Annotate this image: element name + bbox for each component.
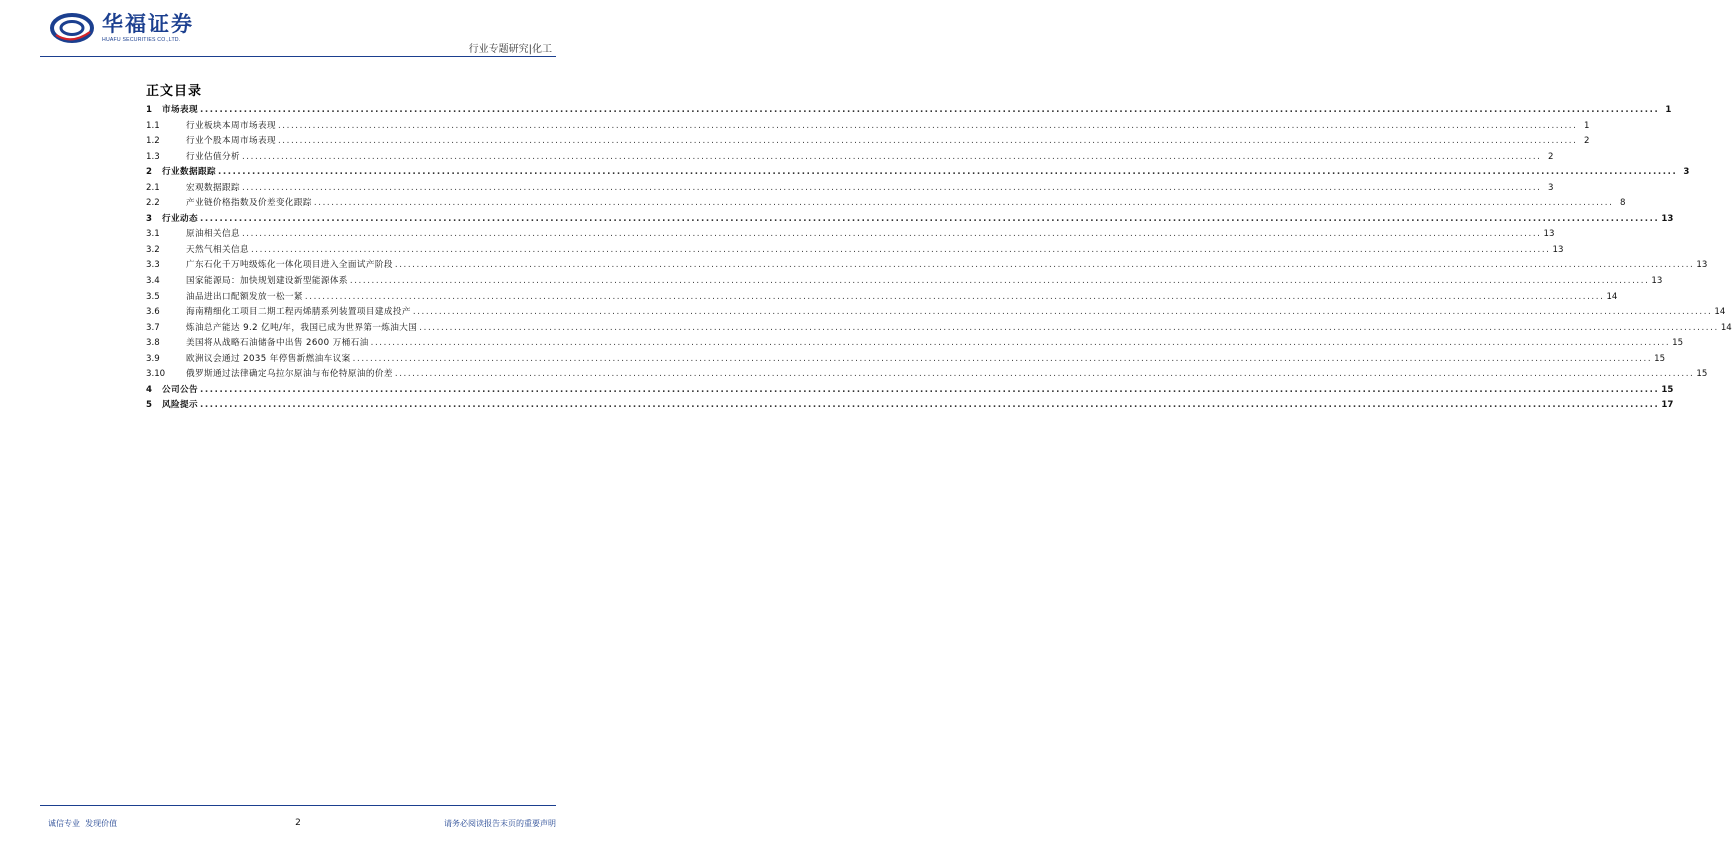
toc-entry-title: 炼油总产能达 9.2 亿吨/年，我国已成为世界第一炼油大国 xyxy=(186,322,418,333)
toc-entry[interactable] xyxy=(146,196,1626,212)
toc-entry-page: 13 xyxy=(1696,260,1708,271)
toc-entry-title: 油品进出口配额发放一松一紧 xyxy=(186,291,303,302)
toc-entry[interactable] xyxy=(146,165,1690,181)
toc-entry-page: 13 xyxy=(1552,244,1564,255)
toc-entry-page: 14 xyxy=(1714,307,1726,318)
toc-entry[interactable] xyxy=(146,274,1663,290)
toc-entry-number: 3.4 xyxy=(146,276,160,287)
toc-entry[interactable] xyxy=(146,227,1555,243)
toc-entry-number: 3.6 xyxy=(146,307,160,318)
toc-entry[interactable] xyxy=(146,398,1674,414)
toc-entry-page: 15 xyxy=(1696,369,1708,380)
toc-dot-leader: ............................................................................................................................................................................................................................................................................................................ xyxy=(313,198,1614,209)
toc-entry[interactable] xyxy=(146,336,1684,352)
toc-entry-title: 行业动态 xyxy=(162,213,198,224)
toc-entry[interactable] xyxy=(146,352,1666,368)
toc-entry-page: 1 xyxy=(1584,120,1590,131)
toc-dot-leader: ............................................................................................................................................................................................................................................................................................................ xyxy=(412,307,1713,318)
toc-entry-page: 13 xyxy=(1661,213,1674,224)
header-divider xyxy=(40,56,556,57)
toc-dot-leader: ............................................................................................................................................................................................................................................................................................................ xyxy=(349,276,1650,287)
report-type-label: 行业专题研究|化工 xyxy=(468,44,552,55)
toc-entry-title: 宏观数据跟踪 xyxy=(186,182,240,193)
toc-entry-page: 14 xyxy=(1606,291,1618,302)
toc-dot-leader: ............................................................................................................................................................................................................................................................................................................ xyxy=(199,384,1660,395)
huafu-logo-icon xyxy=(50,12,96,44)
toc-entry[interactable] xyxy=(146,134,1590,150)
toc-entry-page: 8 xyxy=(1619,198,1626,209)
toc-entry[interactable] xyxy=(146,181,1554,197)
toc-entry-page: 3 xyxy=(1683,167,1690,178)
toc-entry-number: 1.1 xyxy=(146,120,160,131)
toc-entry-page: 13 xyxy=(1543,229,1555,240)
toc-entry-number: 3.1 xyxy=(146,229,160,240)
toc-dot-leader: ............................................................................................................................................................................................................................................................................................................ xyxy=(217,167,1678,178)
toc-dot-leader: ............................................................................................................................................................................................................................................................................................................ xyxy=(199,105,1660,115)
toc-entry-title: 天然气相关信息 xyxy=(186,244,249,255)
toc-entry[interactable] xyxy=(146,212,1674,228)
toc-entry-number: 1.3 xyxy=(146,151,160,162)
logo-english-name: HUAFU SECURITIES CO.,LTD. xyxy=(102,37,181,43)
toc-entry-title: 海南精细化工项目二期工程丙烯腈系列装置项目建成投产 xyxy=(186,307,411,318)
toc-entry-page: 3 xyxy=(1548,182,1554,193)
toc-entry-title: 欧洲议会通过 2035 年停售新燃油车议案 xyxy=(186,353,351,364)
toc-dot-leader: ............................................................................................................................................................................................................................................................................................................ xyxy=(277,120,1578,131)
toc-entry-page: 15 xyxy=(1661,384,1674,395)
toc-dot-leader: ............................................................................................................................................................................................................................................................................................................ xyxy=(241,182,1542,193)
toc-dot-leader: ............................................................................................................................................................................................................................................................................................................ xyxy=(199,213,1660,224)
toc-entry[interactable] xyxy=(146,103,1672,119)
toc-entry-page: 13 xyxy=(1651,276,1663,287)
toc-entry-number: 3.5 xyxy=(146,291,160,302)
toc-entry-page: 17 xyxy=(1661,400,1674,411)
toc-entry[interactable] xyxy=(146,383,1674,399)
toc-entry[interactable] xyxy=(146,119,1590,135)
logo-chinese-name: 华福证券 xyxy=(102,11,194,36)
toc-entry-page: 2 xyxy=(1584,136,1590,147)
toc-dot-leader: ............................................................................................................................................................................................................................................................................................................ xyxy=(277,136,1578,147)
toc-entry-number: 3.2 xyxy=(146,244,160,255)
toc-entry-number: 3.10 xyxy=(146,369,166,380)
toc-dot-leader: ............................................................................................................................................................................................................................................................................................................ xyxy=(370,338,1671,349)
toc-entry[interactable] xyxy=(146,150,1554,166)
toc-entry-title: 行业估值分析 xyxy=(186,151,240,162)
toc-entry-number: 1.2 xyxy=(146,136,160,147)
toc-entry-title: 美国将从战略石油储备中出售 2600 万桶石油 xyxy=(186,338,369,349)
toc-entry-title: 产业链价格指数及价差变化跟踪 xyxy=(186,198,312,209)
footer-slogan: 诚信专业 发现价值 xyxy=(48,819,118,828)
toc-entry[interactable] xyxy=(146,321,1732,337)
toc-entry-number: 2 xyxy=(146,167,152,178)
toc-title: 正文目录 xyxy=(146,84,203,99)
toc-entry-number: 2.1 xyxy=(146,182,160,193)
toc-entry-number: 5 xyxy=(146,400,152,411)
toc-entry-title: 市场表现 xyxy=(162,105,198,115)
toc-entry-number: 3.3 xyxy=(146,260,160,271)
toc-dot-leader: ............................................................................................................................................................................................................................................................................................................ xyxy=(394,260,1695,271)
footer-disclaimer: 请务必阅读报告末页的重要声明 xyxy=(444,819,556,828)
toc-entry-page: 2 xyxy=(1548,151,1554,162)
toc-dot-leader: ............................................................................................................................................................................................................................................................................................................ xyxy=(352,353,1653,364)
toc-entry-title: 风险提示 xyxy=(162,400,198,411)
toc-entry-title: 原油相关信息 xyxy=(186,229,240,240)
toc-entry[interactable] xyxy=(146,243,1564,259)
toc-entry-number: 4 xyxy=(146,384,152,395)
toc-entry-number: 3.7 xyxy=(146,322,160,333)
toc-dot-leader: ............................................................................................................................................................................................................................................................................................................ xyxy=(241,229,1542,240)
toc-dot-leader: ............................................................................................................................................................................................................................................................................................................ xyxy=(304,291,1605,302)
page-number: 2 xyxy=(295,818,301,828)
toc-entry-title: 公司公告 xyxy=(162,384,198,395)
toc-entry-title: 国家能源局：加快规划建设新型能源体系 xyxy=(186,276,348,287)
toc-entry-page: 14 xyxy=(1720,322,1732,333)
toc-entry-page: 15 xyxy=(1654,353,1666,364)
toc-dot-leader: ............................................................................................................................................................................................................................................................................................................ xyxy=(241,151,1542,162)
toc-entry-page: 1 xyxy=(1665,105,1672,115)
toc-entry-page: 15 xyxy=(1672,338,1684,349)
company-logo xyxy=(50,12,194,44)
table-of-contents xyxy=(146,103,1732,414)
toc-entry[interactable] xyxy=(146,367,1708,383)
footer-divider xyxy=(40,805,556,806)
toc-dot-leader: ............................................................................................................................................................................................................................................................................................................ xyxy=(419,322,1719,333)
toc-entry[interactable] xyxy=(146,305,1726,321)
toc-entry-number: 1 xyxy=(146,105,152,115)
toc-entry-title: 广东石化千万吨级炼化一体化项目进入全面试产阶段 xyxy=(186,260,393,271)
toc-entry-number: 2.2 xyxy=(146,198,160,209)
toc-dot-leader: ............................................................................................................................................................................................................................................................................................................ xyxy=(250,244,1551,255)
toc-entry-title: 行业数据跟踪 xyxy=(162,167,216,178)
toc-entry[interactable] xyxy=(146,258,1708,274)
toc-entry-number: 3.8 xyxy=(146,338,160,349)
toc-entry-number: 3 xyxy=(146,213,152,224)
toc-entry-title: 行业个股本周市场表现 xyxy=(186,136,276,147)
toc-dot-leader: ............................................................................................................................................................................................................................................................................................................ xyxy=(394,369,1695,380)
toc-entry-number: 3.9 xyxy=(146,353,160,364)
toc-entry-title: 行业板块本周市场表现 xyxy=(186,120,276,131)
toc-dot-leader: ............................................................................................................................................................................................................................................................................................................ xyxy=(199,400,1660,411)
toc-entry-title: 俄罗斯通过法律确定乌拉尔原油与布伦特原油的价差 xyxy=(186,369,393,380)
toc-entry[interactable] xyxy=(146,290,1618,306)
